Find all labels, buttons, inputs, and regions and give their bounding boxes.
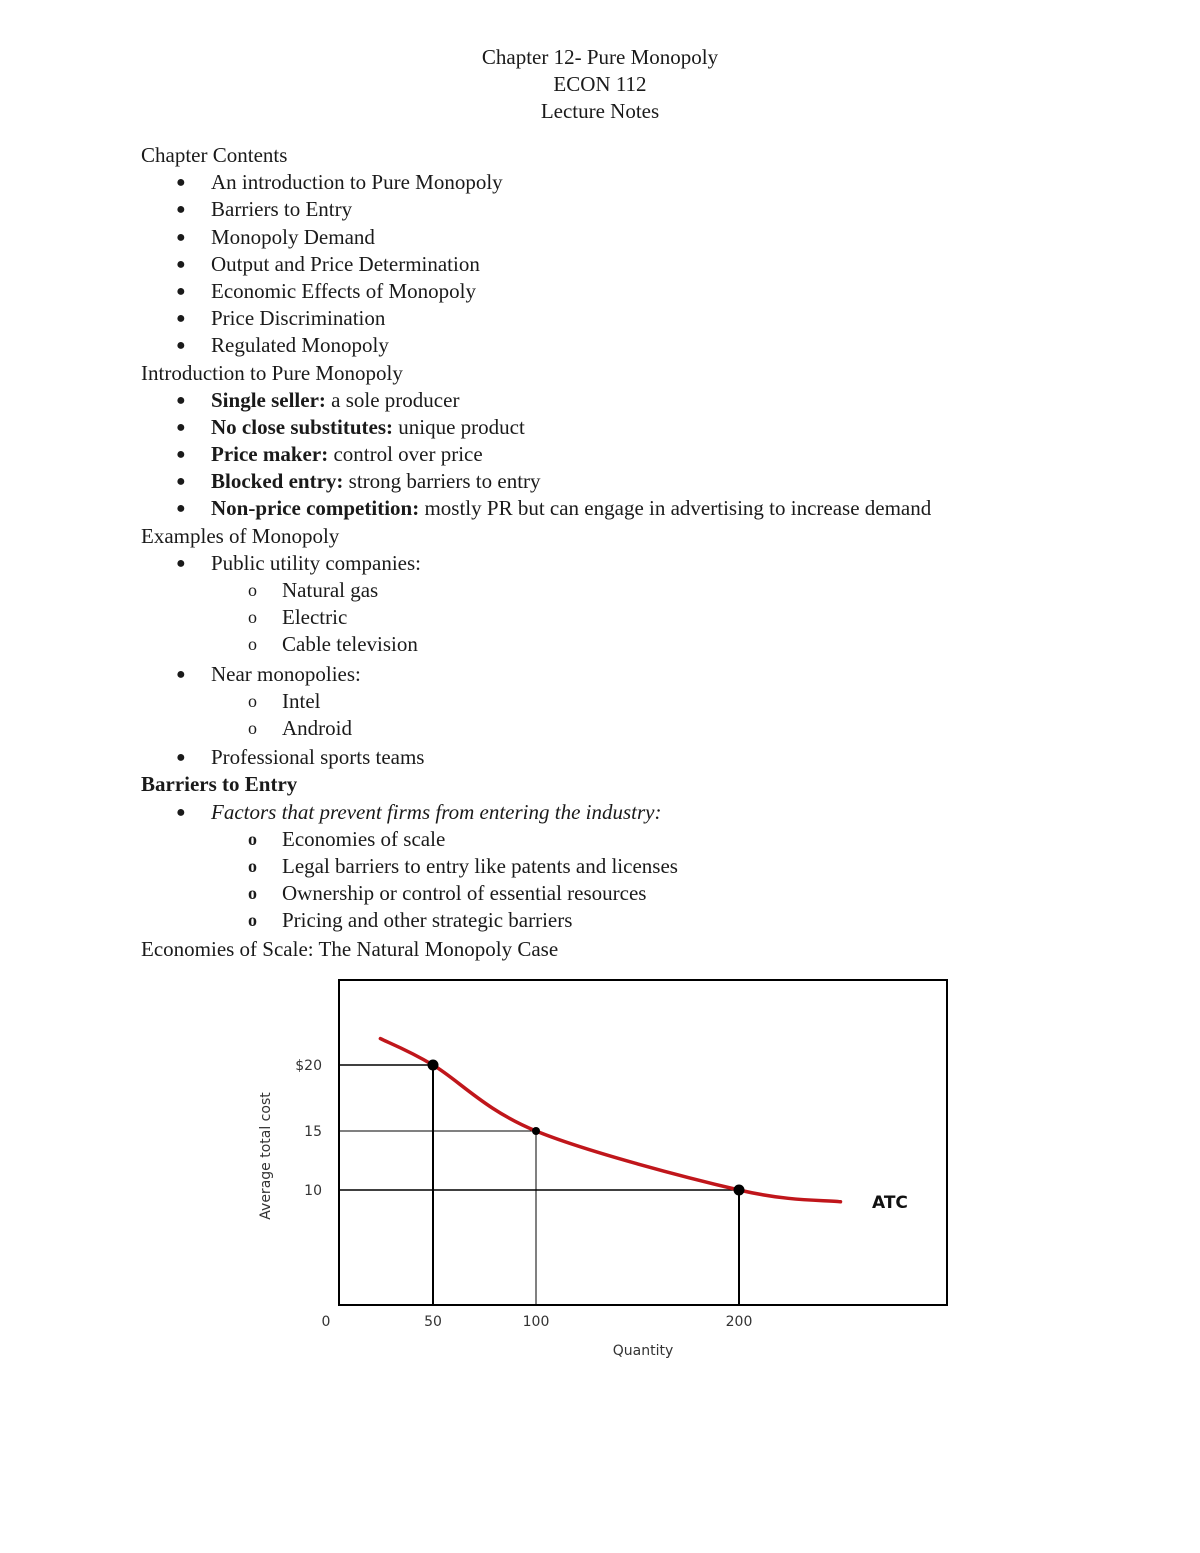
bullet-dot-icon: ●: [176, 665, 186, 683]
x-tick-label: 50: [424, 1314, 442, 1330]
sub-list-item: o Electric: [141, 604, 1161, 631]
term: Price maker:: [211, 442, 329, 467]
bullet-dot-icon: ●: [176, 500, 186, 518]
bullet-dot-icon: ●: [176, 310, 186, 328]
atc-chart: [248, 976, 968, 1376]
term: Blocked entry:: [211, 469, 344, 494]
bullet-dot-icon: ●: [176, 201, 186, 219]
course-code: ECON 112: [553, 72, 647, 96]
bullet-dot-icon: ●: [176, 228, 186, 246]
bullet-dot-icon: ●: [176, 803, 186, 821]
y-tick-label: 15: [304, 1124, 322, 1140]
list-item: ● No close substitutes: unique product: [141, 414, 1161, 441]
x-tick-label: 200: [725, 1314, 753, 1330]
list-item: ● Barriers to Entry: [141, 196, 1161, 223]
sub-list-item: o Legal barriers to entry like patents and licenses: [141, 853, 1161, 880]
intro-heading: Introduction to Pure Monopoly: [141, 360, 403, 385]
sub-list-item: o Economies of scale: [141, 826, 1161, 853]
page-subtitle: Lecture Notes: [540, 99, 660, 123]
atc-chart-svg: [248, 976, 968, 1376]
series-label-atc: ATC: [872, 1193, 908, 1213]
examples-heading: Examples of Monopoly: [141, 523, 340, 548]
list-item: ● Monopoly Demand: [141, 224, 1161, 251]
list-item: ● Blocked entry: strong barriers to entry: [141, 468, 1161, 495]
bullet-dot-icon: ●: [176, 174, 186, 192]
list-item: ● Economic Effects of Monopoly: [141, 278, 1161, 305]
title-block: [0, 44, 1200, 125]
bullet-circle-icon: o: [248, 717, 257, 738]
list-item: ● Price Discrimination: [141, 305, 1161, 332]
term: Non-price competition:: [211, 496, 420, 521]
x-axis-label: Quantity: [612, 1343, 674, 1359]
list-item: ● Non-price competition: mostly PR but can engage in advertising to increase demand: [141, 495, 1161, 522]
sub-list-item: o Natural gas: [141, 577, 1161, 604]
y-tick-label: $20: [295, 1058, 322, 1074]
bullet-circle-icon: o: [248, 634, 257, 655]
list-item: ● Output and Price Determination: [141, 251, 1161, 278]
bullet-dot-icon: ●: [176, 554, 186, 572]
page-title: Chapter 12- Pure Monopoly: [481, 45, 719, 69]
scale-heading: Economies of Scale: The Natural Monopoly Case: [141, 937, 559, 962]
list-item: ● Near monopolies:: [141, 661, 1161, 688]
bullet-dot-icon: ●: [176, 749, 186, 767]
list-item: ● Public utility companies:: [141, 550, 1161, 577]
list-item: ● Professional sports teams: [141, 744, 1161, 771]
sub-list-item: o Cable television: [141, 631, 1161, 658]
list-item: ● Factors that prevent firms from entering the industry:: [141, 799, 1161, 826]
data-point: [428, 1060, 439, 1071]
list-item: ● An introduction to Pure Monopoly: [141, 169, 1161, 196]
bullet-dot-icon: ●: [176, 391, 186, 409]
bullet-dot-icon: ●: [176, 473, 186, 491]
bullet-dot-icon: ●: [176, 255, 186, 273]
term: No close substitutes:: [211, 414, 393, 439]
list-item: ● Price maker: control over price: [141, 441, 1161, 468]
bullet-dot-icon: ●: [176, 446, 186, 464]
bullet-circle-icon: o: [248, 910, 257, 931]
bullet-dot-icon: ●: [176, 418, 186, 436]
bullet-circle-icon: o: [248, 883, 257, 904]
list-item: ● Single seller: a sole producer: [141, 387, 1161, 414]
bullet-circle-icon: o: [248, 855, 257, 876]
bullet-circle-icon: o: [248, 828, 257, 849]
y-axis-label: Average total cost: [258, 1092, 274, 1220]
sub-list-item: o Android: [141, 715, 1161, 742]
barriers-heading: Barriers to Entry: [141, 772, 298, 797]
y-tick-label: 10: [304, 1183, 322, 1199]
x-tick-label: 0: [321, 1314, 331, 1330]
sub-list-item: o Pricing and other strategic barriers: [141, 907, 1161, 934]
term: Single seller:: [211, 387, 326, 412]
plot-frame: [339, 980, 947, 1305]
document-body: [141, 142, 1161, 964]
bullet-circle-icon: o: [248, 580, 257, 600]
bullet-circle-icon: o: [248, 690, 257, 711]
bullet-dot-icon: ●: [176, 337, 186, 355]
bullet-circle-icon: o: [248, 607, 257, 628]
contents-heading: Chapter Contents: [141, 143, 288, 167]
data-point: [734, 1185, 745, 1196]
sub-list-item: o Intel: [141, 688, 1161, 715]
bullet-dot-icon: ●: [176, 282, 186, 300]
data-point: [532, 1127, 540, 1135]
sub-list-item: o Ownership or control of essential resources: [141, 880, 1161, 907]
list-item: ● Regulated Monopoly: [141, 332, 1161, 359]
x-tick-label: 100: [522, 1314, 550, 1330]
